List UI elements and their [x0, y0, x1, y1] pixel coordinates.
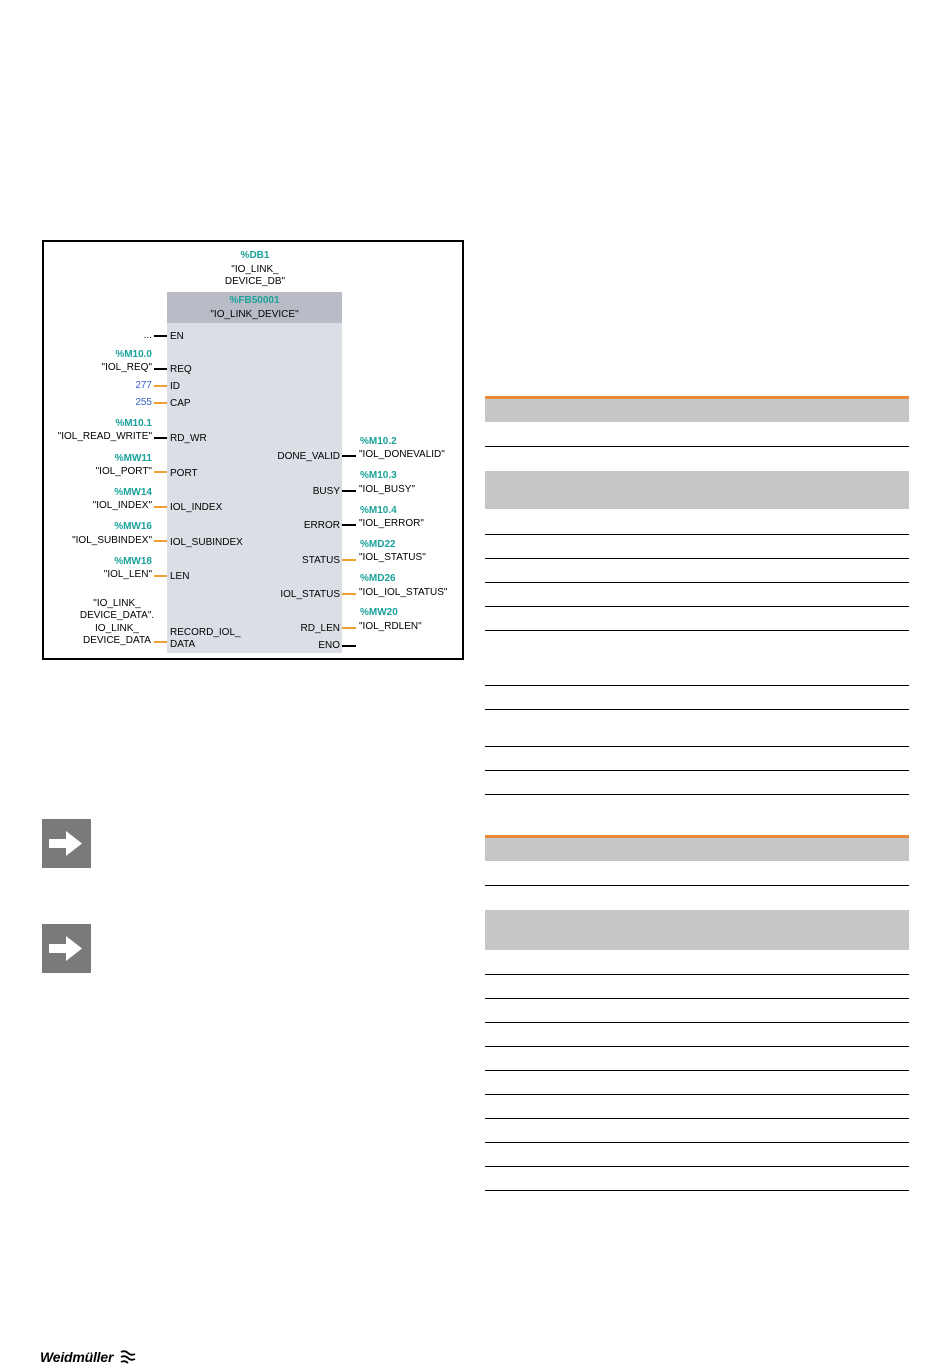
output-value: "IOL_BUSY"	[359, 484, 416, 495]
output-wire	[342, 455, 356, 457]
arrow-right-icon	[42, 924, 91, 973]
input-value: 277	[135, 380, 152, 391]
table-row	[485, 1142, 909, 1143]
fb-name: "IO_LINK_DEVICE"	[210, 309, 299, 320]
table-row	[485, 446, 909, 447]
table-row	[485, 1118, 909, 1119]
table-header	[485, 910, 909, 950]
input-value: "IOL_INDEX"	[92, 500, 152, 511]
table-row	[485, 534, 909, 535]
input-pin[interactable]: IOL_SUBINDEX	[170, 537, 243, 548]
record-value-line4: DEVICE_DATA	[83, 635, 151, 646]
input-pin[interactable]: PORT	[170, 468, 198, 479]
table-row	[485, 685, 909, 686]
input-value: 255	[135, 397, 152, 408]
output-tag: %MW20	[360, 607, 398, 618]
input-wire	[154, 335, 167, 337]
output-tag: %MD22	[360, 539, 396, 550]
table-row	[485, 709, 909, 710]
input-wire	[154, 368, 167, 370]
input-pin[interactable]: EN	[170, 331, 184, 342]
table-row	[485, 974, 909, 975]
input-wire	[154, 641, 167, 643]
output-wire	[342, 559, 356, 561]
output-tag: %MD26	[360, 573, 396, 584]
output-value: "IOL_DONEVALID"	[359, 449, 445, 460]
input-pin[interactable]: ID	[170, 381, 180, 392]
output-wire	[342, 593, 356, 595]
table-row	[485, 998, 909, 999]
input-wire	[154, 540, 167, 542]
db-name-line1: "IO_LINK_	[231, 264, 279, 275]
table-row	[485, 1166, 909, 1167]
weidmuller-logo	[40, 1349, 136, 1367]
table-row	[485, 885, 909, 886]
arrow-right-icon	[42, 819, 91, 868]
record-pin-line1[interactable]: RECORD_IOL_	[170, 627, 241, 638]
output-wire	[342, 645, 356, 647]
input-tag: %MW18	[114, 556, 152, 567]
record-value-line2: DEVICE_DATA".	[79, 610, 155, 621]
output-value: "IOL_RDLEN"	[359, 621, 422, 632]
table-row	[485, 1094, 909, 1095]
table-row	[485, 794, 909, 795]
input-tag: %MW11	[114, 453, 152, 464]
table-row	[485, 630, 909, 631]
input-tag: %M10.0	[115, 349, 152, 360]
input-wire	[154, 575, 167, 577]
output-tag: %M10.2	[360, 436, 397, 447]
input-pin[interactable]: RD_WR	[170, 433, 207, 444]
table-row	[485, 1046, 909, 1047]
output-value: "IOL_ERROR"	[359, 518, 424, 529]
input-pin[interactable]: CAP	[170, 398, 191, 409]
input-value: "IOL_LEN"	[103, 569, 152, 580]
logo-text: Weidmüller	[40, 1349, 114, 1365]
input-value: "IOL_SUBINDEX"	[72, 535, 152, 546]
input-value: "IOL_PORT"	[95, 466, 152, 477]
table-row	[485, 770, 909, 771]
output-wire	[342, 490, 356, 492]
input-wire	[154, 437, 167, 439]
output-pin[interactable]: ERROR	[303, 520, 340, 531]
output-pin[interactable]: STATUS	[302, 555, 340, 566]
table-header	[485, 471, 909, 509]
output-wire	[342, 627, 356, 629]
fb-address: %FB50001	[229, 295, 280, 306]
input-value: "IOL_REQ"	[101, 362, 152, 373]
input-wire	[154, 402, 167, 404]
input-pin[interactable]: REQ	[170, 364, 192, 375]
table-row	[485, 1022, 909, 1023]
input-wire	[154, 385, 167, 387]
input-tag: %MW14	[114, 487, 152, 498]
record-pin-line2[interactable]: DATA	[170, 639, 196, 650]
record-value-line3: IO_LINK_	[95, 623, 139, 634]
input-wire	[154, 506, 167, 508]
output-tag: %M10.3	[360, 470, 397, 481]
db-address: %DB1	[240, 250, 270, 261]
input-wire	[154, 471, 167, 473]
table-row	[485, 1070, 909, 1071]
input-value: "IOL_READ_WRITE"	[57, 431, 152, 442]
input-pin[interactable]: IOL_INDEX	[170, 502, 223, 513]
table-row	[485, 558, 909, 559]
table-row	[485, 746, 909, 747]
output-tag: %M10.4	[360, 505, 397, 516]
table-header	[485, 399, 909, 422]
output-pin[interactable]: BUSY	[312, 486, 340, 497]
output-value: "IOL_STATUS"	[359, 552, 426, 563]
output-pin[interactable]: RD_LEN	[300, 623, 340, 634]
output-pin[interactable]: ENO	[318, 640, 340, 651]
output-pin[interactable]: DONE_VALID	[277, 451, 340, 462]
table-row	[485, 606, 909, 607]
output-value: "IOL_IOL_STATUS"	[359, 587, 448, 598]
weidmuller-logo-icon	[120, 1350, 136, 1367]
output-wire	[342, 524, 356, 526]
input-tag: %M10.1	[115, 418, 152, 429]
table-header	[485, 838, 909, 861]
record-value-line1: "IO_LINK_	[93, 598, 141, 609]
input-value: ...	[143, 330, 152, 341]
table-row	[485, 582, 909, 583]
table-row	[485, 1190, 909, 1191]
output-pin[interactable]: IOL_STATUS	[280, 589, 340, 600]
input-pin[interactable]: LEN	[170, 571, 190, 582]
input-tag: %MW16	[114, 521, 152, 532]
db-name-line2: DEVICE_DB"	[224, 276, 286, 287]
